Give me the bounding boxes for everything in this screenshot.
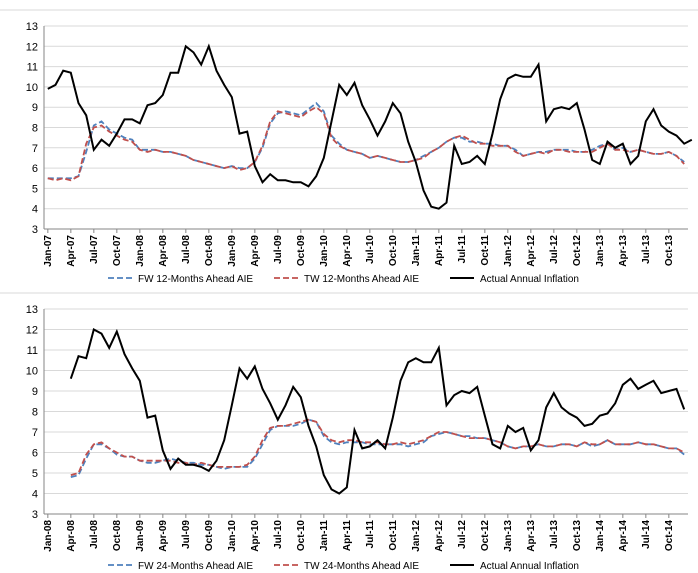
x-tick-label: Jan-12 — [502, 235, 514, 267]
y-tick-label: 4 — [31, 203, 38, 216]
y-tick-label: 3 — [31, 224, 38, 236]
x-tick-label: Jan-08 — [134, 235, 146, 267]
x-tick-label: Jan-13 — [502, 520, 514, 552]
x-tick-label: Oct-08 — [203, 235, 215, 267]
y-tick-label: 11 — [26, 61, 38, 74]
y-tick-label: 7 — [31, 427, 38, 439]
y-tick-label: 3 — [31, 509, 38, 521]
x-tick-label: Apr-13 — [617, 235, 629, 267]
y-tick-label: 8 — [31, 122, 38, 135]
legend-label: FW 24-Months Ahead AIE — [138, 561, 254, 572]
x-tick-label: Oct-10 — [295, 520, 307, 552]
y-tick-label: 4 — [31, 488, 38, 501]
y-tick-label: 6 — [31, 163, 38, 176]
x-tick-label: Oct-12 — [479, 520, 491, 552]
x-tick-label: Jul-10 — [272, 520, 284, 549]
x-tick-label: Oct-07 — [111, 235, 123, 267]
y-tick-label: 10 — [25, 81, 38, 94]
x-tick-label: Jul-10 — [364, 235, 376, 264]
legend-label: TW 24-Months Ahead AIE — [304, 561, 420, 572]
x-tick-label: Apr-14 — [617, 520, 629, 552]
x-tick-label: Jul-08 — [180, 235, 192, 264]
x-tick-label: Apr-10 — [249, 520, 261, 552]
y-tick-label: 8 — [31, 406, 38, 419]
x-tick-label: Jan-08 — [42, 520, 54, 552]
x-tick-label: Jan-13 — [594, 235, 606, 267]
x-tick-label: Apr-12 — [433, 520, 445, 552]
y-tick-label: 13 — [25, 21, 38, 33]
x-tick-label: Jul-13 — [640, 235, 652, 264]
x-tick-label: Jul-12 — [548, 235, 560, 264]
x-tick-label: Apr-08 — [65, 520, 77, 552]
x-tick-label: Jan-10 — [318, 235, 330, 267]
x-tick-label: Jan-11 — [318, 520, 330, 552]
x-tick-label: Jan-14 — [594, 520, 606, 552]
x-tick-label: Oct-12 — [571, 235, 583, 267]
y-tick-label: 7 — [31, 142, 38, 155]
y-tick-label: 12 — [25, 41, 38, 54]
x-tick-label: Apr-09 — [157, 520, 169, 552]
x-tick-label: Jan-10 — [226, 520, 238, 552]
y-tick-label: 13 — [25, 304, 38, 316]
x-tick-label: Jul-14 — [640, 520, 652, 549]
x-tick-label: Jan-09 — [226, 234, 238, 267]
y-tick-label: 5 — [31, 183, 38, 196]
x-tick-label: Apr-09 — [249, 235, 261, 267]
x-tick-label: Jan-09 — [134, 520, 146, 552]
x-tick-label: Apr-12 — [525, 235, 537, 267]
x-tick-label: Jul-09 — [180, 520, 192, 549]
x-tick-label: Jan-11 — [410, 235, 422, 267]
y-tick-label: 6 — [31, 447, 38, 460]
x-tick-label: Jul-13 — [548, 520, 560, 549]
x-tick-label: Apr-10 — [341, 235, 353, 267]
legend-label: Actual Annual Inflation — [480, 274, 579, 285]
x-tick-label: Apr-11 — [341, 520, 353, 552]
y-tick-label: 9 — [31, 102, 38, 115]
x-tick-label: Jul-09 — [272, 235, 284, 264]
x-tick-label: Apr-13 — [525, 520, 537, 552]
x-tick-label: Jan-12 — [410, 520, 422, 552]
x-tick-label: Jul-11 — [456, 235, 468, 264]
x-tick-label: Apr-08 — [157, 235, 169, 267]
y-tick-label: 5 — [31, 468, 38, 480]
x-tick-label: Oct-13 — [571, 520, 583, 552]
y-tick-label: 10 — [25, 365, 38, 378]
y-tick-label: 12 — [25, 324, 38, 337]
x-tick-label: Oct-11 — [479, 235, 491, 266]
legend-label: Actual Annual Inflation — [480, 561, 579, 572]
x-tick-label: Jul-07 — [88, 235, 100, 264]
x-tick-label: Oct-10 — [387, 235, 399, 267]
x-tick-label: Oct-13 — [663, 235, 675, 267]
y-tick-label: 11 — [26, 345, 38, 357]
legend-label: FW 12-Months Ahead AIE — [138, 274, 254, 285]
x-tick-label: Oct-14 — [663, 520, 675, 552]
x-tick-label: Oct-09 — [295, 235, 307, 267]
x-tick-label: Oct-11 — [387, 520, 399, 551]
x-tick-label: Jul-08 — [88, 520, 100, 549]
x-tick-label: Jul-12 — [456, 520, 468, 549]
x-tick-label: Apr-11 — [433, 235, 445, 267]
y-tick-label: 9 — [31, 386, 38, 398]
x-tick-label: Apr-07 — [65, 235, 77, 267]
legend-label: TW 12-Months Ahead AIE — [304, 274, 420, 285]
x-tick-label: Oct-08 — [111, 520, 123, 552]
x-tick-label: Jul-11 — [364, 520, 376, 549]
x-tick-label: Oct-09 — [203, 520, 215, 552]
x-tick-label: Jan-07 — [42, 235, 54, 267]
